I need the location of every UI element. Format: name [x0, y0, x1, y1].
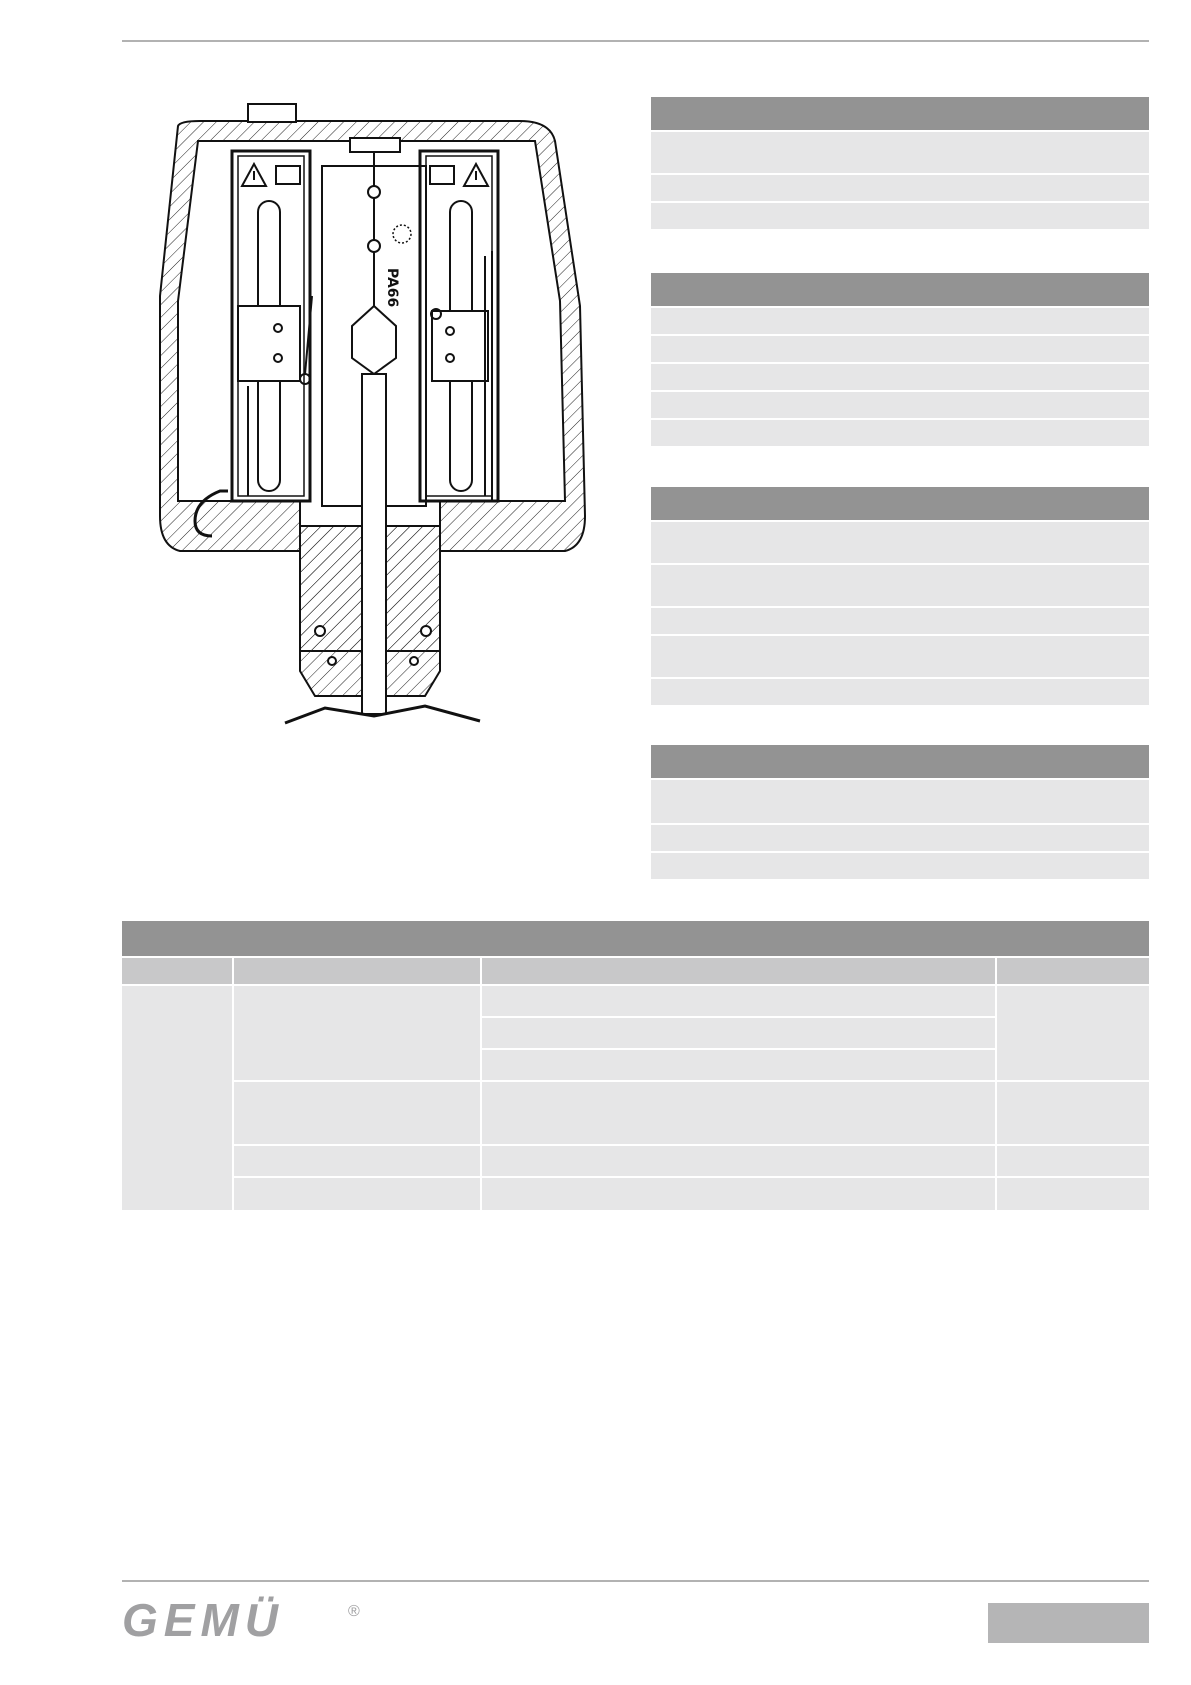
spec-row [651, 364, 1149, 390]
table-cell [482, 1018, 995, 1048]
spec-table-header [651, 97, 1149, 130]
table-cell [482, 1178, 995, 1210]
spec-table-header [651, 487, 1149, 520]
spec-table-3 [651, 487, 1149, 707]
column-header [122, 958, 234, 984]
gemu-logo [120, 1596, 380, 1642]
spec-row [651, 308, 1149, 334]
table-cell [482, 1050, 995, 1080]
order-table-body [122, 984, 1149, 1210]
spec-row [651, 636, 1149, 677]
column-header [482, 958, 997, 984]
table-cell [234, 1178, 480, 1210]
actuator-cross-section-diagram [140, 96, 610, 736]
spec-row [651, 203, 1149, 229]
spec-row [651, 565, 1149, 606]
column-header [997, 958, 1149, 984]
spec-table-1 [651, 97, 1149, 231]
table-cell [482, 1146, 995, 1176]
table-cell [122, 986, 232, 1210]
logo-wordmark: GEMÜ [122, 1596, 284, 1642]
spec-table-header [651, 745, 1149, 778]
spec-row [651, 853, 1149, 879]
table-cell [482, 986, 995, 1016]
table-cell [234, 1082, 480, 1144]
table-cell [482, 1082, 995, 1144]
registered-mark: ® [348, 1603, 360, 1620]
table-cell [997, 1146, 1149, 1176]
top-rule [122, 40, 1149, 42]
table-cell [997, 986, 1149, 1080]
spec-row [651, 336, 1149, 362]
bottom-rule [122, 1580, 1149, 1582]
spec-row [651, 825, 1149, 851]
order-table [122, 921, 1149, 1210]
spec-table-header [651, 273, 1149, 306]
table-cell [997, 1178, 1149, 1210]
spec-row [651, 679, 1149, 705]
spec-row [651, 392, 1149, 418]
table-cell [234, 1146, 480, 1176]
spec-row [651, 780, 1149, 823]
order-table-title-bar [122, 921, 1149, 956]
spec-row [651, 420, 1149, 446]
column-header [234, 958, 482, 984]
table-cell [234, 986, 480, 1080]
order-table-column-headers [122, 956, 1149, 984]
table-cell [997, 1082, 1149, 1144]
top-nut [248, 104, 296, 122]
spec-table-4 [651, 745, 1149, 881]
spec-table-2 [651, 273, 1149, 448]
page-number-box [988, 1603, 1149, 1643]
spec-row [651, 608, 1149, 634]
material-label: PA66 [384, 268, 400, 308]
spec-row [651, 132, 1149, 173]
spec-row [651, 175, 1149, 201]
spec-row [651, 522, 1149, 563]
